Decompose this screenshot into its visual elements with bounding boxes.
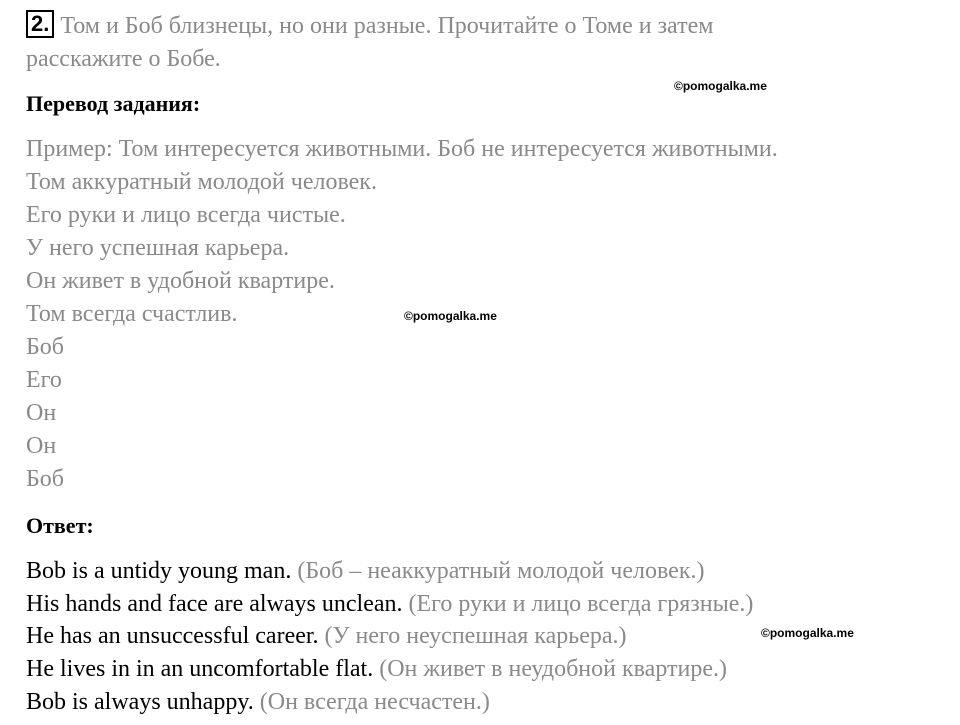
translation-line: Он xyxy=(26,400,57,426)
translation-line: Боб xyxy=(26,466,64,492)
translation-line: Он xyxy=(26,433,57,459)
watermark: ©pomogalka.me xyxy=(761,626,854,640)
answer-english: Bob is always unhappy. xyxy=(26,689,254,715)
watermark: ©pomogalka.me xyxy=(674,79,767,93)
translation-line: У него успешная карьера. xyxy=(26,235,290,261)
answer-line xyxy=(26,654,727,684)
answer-english: He lives in in an uncomfortable flat. xyxy=(26,656,374,682)
answer-russian: (Его руки и лицо всегда грязные.) xyxy=(408,591,754,617)
answer-russian: (Он живет в неудобной квартире.) xyxy=(379,656,727,682)
task-text-1: Том и Боб близнецы, но они разные. Прочитайте о Томе и затем xyxy=(60,13,714,39)
answer-line xyxy=(26,687,490,717)
translation-line: Пример: Том интересуется животными. Боб не интересуется животными. xyxy=(26,136,778,162)
task-number-box: 2. xyxy=(26,10,54,38)
answer-line xyxy=(26,589,753,619)
translation-line: Боб xyxy=(26,334,64,360)
translation-line: Том аккуратный молодой человек. xyxy=(26,169,377,195)
answer-english: His hands and face are always unclean. xyxy=(26,591,403,617)
answer-russian: (У него неуспешная карьера.) xyxy=(324,623,627,649)
task-line-1 xyxy=(26,10,713,41)
answer-english: Bob is a untidy young man. xyxy=(26,558,292,584)
answer-english: He has an unsuccessful career. xyxy=(26,623,319,649)
translation-line: Его руки и лицо всегда чистые. xyxy=(26,202,346,228)
answer-line xyxy=(26,556,704,586)
translation-line: Том всегда счастлив. xyxy=(26,301,238,327)
answer-russian: (Боб – неаккуратный молодой человек.) xyxy=(297,558,705,584)
translation-line: Его xyxy=(26,367,62,393)
answer-heading: Ответ: xyxy=(26,513,94,538)
answer-line xyxy=(26,621,627,651)
answer-russian: (Он всегда несчастен.) xyxy=(259,689,490,715)
task-line-2: расскажите о Бобе. xyxy=(26,46,221,72)
translation-line: Он живет в удобной квартире. xyxy=(26,268,335,294)
watermark: ©pomogalka.me xyxy=(404,309,497,323)
translation-heading: Перевод задания: xyxy=(26,91,201,116)
